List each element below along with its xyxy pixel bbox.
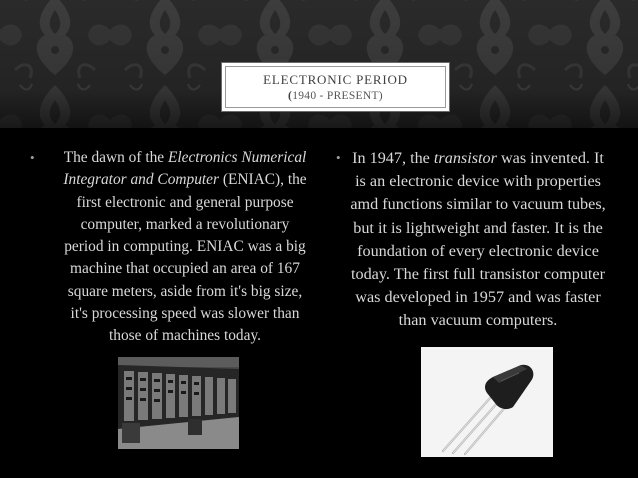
left-text-1: The dawn of the — [63, 149, 168, 166]
slide-title-box — [221, 62, 450, 112]
slide-subtitle — [222, 90, 449, 102]
right-text-2: was invented. It is an electronic device with properties amd functions similar to vacuum tubes, but it is lightweight and faster. It is the foundation of every electronic device today. The first full transistor computer was developed in 1957 and was faster than vacuum computers. — [350, 149, 606, 330]
left-text-2: (ENIAC), the first electronic and general purpose computer, marked a revolutionary period in computing. ENIAC was a big machine that occupied an area of 167 square meters, aside from it's big size, it's processing speed was slower than those of machines today. — [64, 171, 307, 345]
slide-title: ELECTRONIC PERIOD — [263, 72, 408, 87]
transistor-photo — [421, 347, 553, 457]
eniac-computer-photo — [118, 357, 239, 449]
right-bullet: • — [336, 150, 341, 165]
left-italic-name: Electronics Numerical Integrator and Computer — [63, 149, 307, 189]
right-text-1: In 1947, the — [352, 149, 434, 167]
right-paragraph — [350, 147, 606, 333]
subtitle-paren: ( — [288, 90, 293, 102]
left-bullet: • — [30, 150, 35, 165]
subtitle-text: 1940 - PRESENT) — [292, 90, 383, 102]
left-paragraph — [60, 147, 310, 348]
right-italic-name: transistor — [433, 149, 497, 167]
